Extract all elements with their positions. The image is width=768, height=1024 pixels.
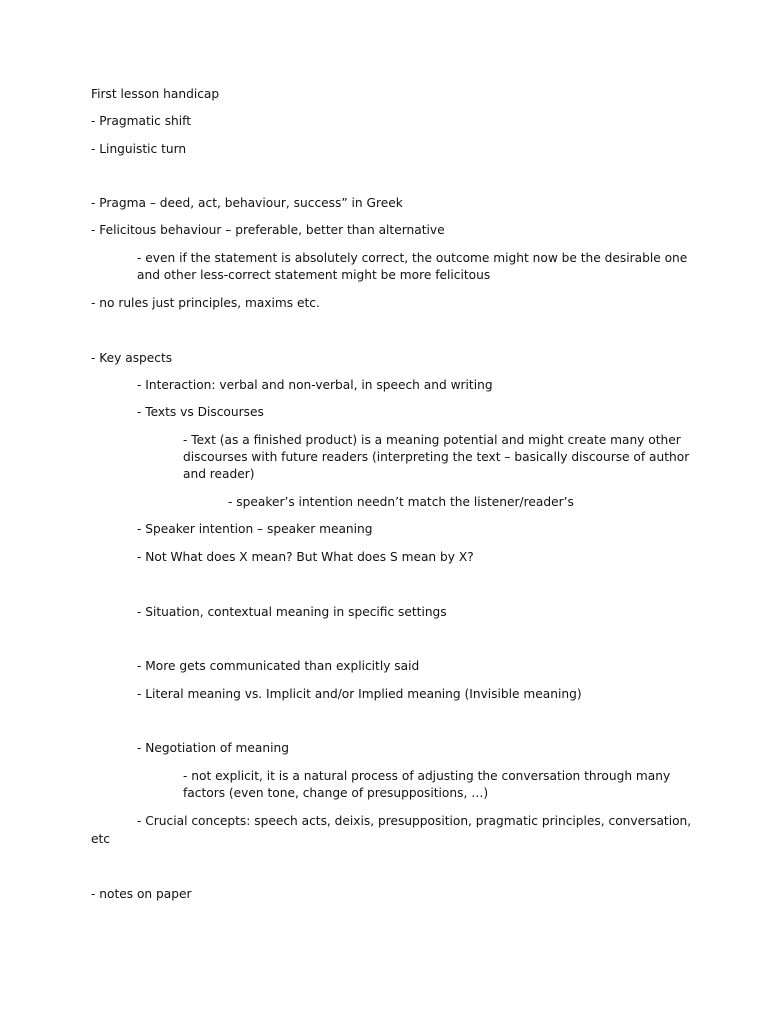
bullet-key-aspects: - Key aspects bbox=[91, 351, 173, 365]
deep-bullet-speaker-intention: - speaker’s intention needn’t match the listener/reader’s bbox=[228, 495, 574, 509]
bullet-pragmatic-shift: - Pragmatic shift bbox=[91, 114, 192, 128]
bullet-notes-on-paper: - notes on paper bbox=[91, 887, 192, 901]
subbullet-literal-meaning: - Literal meaning vs. Implicit and/or Implied meaning (Invisible meaning) bbox=[137, 687, 582, 701]
subbullet-even-if: - even if the statement is absolutely correct, the outcome might now be the desirable one bbox=[137, 251, 688, 265]
subsubbullet-not-explicit: - not explicit, it is a natural process of adjusting the conversation through many bbox=[183, 769, 671, 783]
bullet-felicitous-behaviour: - Felicitous behaviour – preferable, better than alternative bbox=[91, 223, 445, 237]
subbullet-crucial-concepts: - Crucial concepts: speech acts, deixis, presupposition, pragmatic principles, conversation, bbox=[137, 814, 692, 828]
subbullet-even-if-cont: and other less-correct statement might be more felicitous bbox=[137, 268, 491, 282]
subsubbullet-text: - Text (as a finished product) is a meaning potential and might create many other bbox=[183, 433, 681, 447]
subbullet-speaker-intention: - Speaker intention – speaker meaning bbox=[137, 522, 373, 536]
subbullet-not-what-does-x-mean: - Not What does X mean? But What does S mean by X? bbox=[137, 550, 474, 564]
bullet-no-rules: - no rules just principles, maxims etc. bbox=[91, 296, 320, 310]
subsubbullet-not-explicit-cont: factors (even tone, change of presuppositions, …) bbox=[183, 786, 489, 800]
subbullet-negotiation: - Negotiation of meaning bbox=[137, 741, 289, 755]
subbullet-crucial-concepts-cont: etc bbox=[91, 832, 110, 846]
subsubbullet-text-cont-2: and reader) bbox=[183, 467, 255, 481]
subbullet-interaction: - Interaction: verbal and non-verbal, in speech and writing bbox=[137, 378, 493, 392]
bullet-linguistic-turn: - Linguistic turn bbox=[91, 142, 187, 156]
bullet-pragma: - Pragma – deed, act, behaviour, success” in Greek bbox=[91, 196, 403, 210]
subbullet-texts-vs-discourses: - Texts vs Discourses bbox=[137, 405, 264, 419]
heading-first-lesson: First lesson handicap bbox=[91, 87, 220, 101]
subbullet-situation: - Situation, contextual meaning in specific settings bbox=[137, 605, 447, 619]
subsubbullet-text-cont-1: discourses with future readers (interpreting the text – basically discourse of author bbox=[183, 450, 690, 464]
subbullet-more-gets-communicated: - More gets communicated than explicitly said bbox=[137, 659, 420, 673]
